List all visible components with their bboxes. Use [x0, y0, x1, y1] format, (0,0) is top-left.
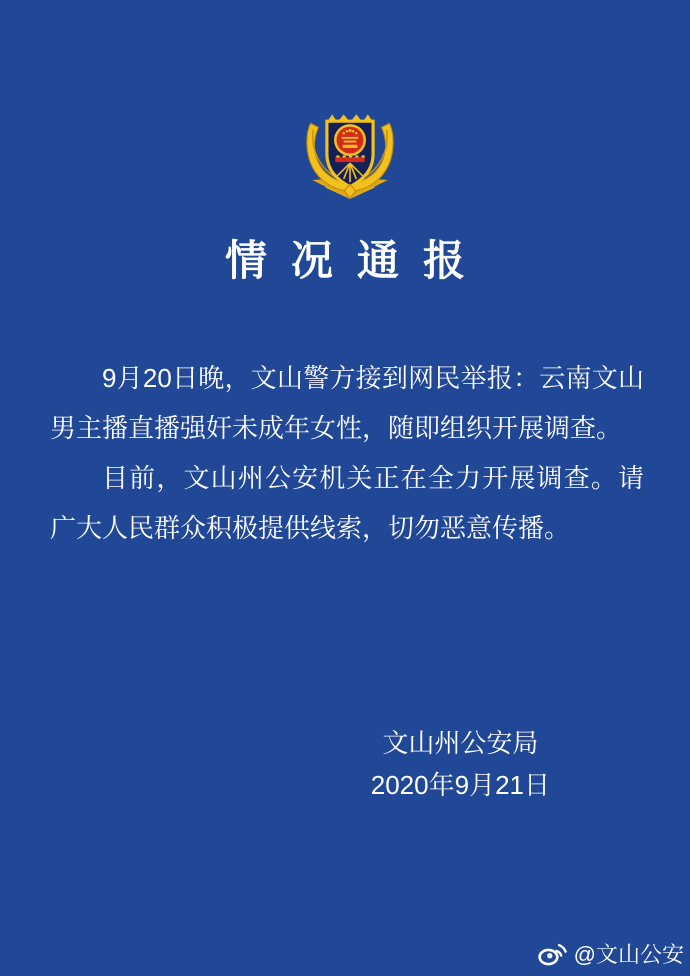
weibo-icon — [537, 941, 567, 966]
weibo-handle: @文山公安 — [573, 942, 684, 967]
notice-paragraph-2: 目前，文山州公安机关正在全力开展调查。请广大人民群众积极提供线索，切勿恶意传播。 — [50, 463, 644, 543]
notice-body — [50, 353, 644, 553]
weibo-watermark — [537, 938, 684, 969]
signature-block — [371, 722, 550, 806]
police-badge-icon — [295, 97, 405, 202]
signature-date: 2020年9月21日 — [370, 770, 550, 800]
notice-paragraph-1: 9月20日晚，文山警方接到网民举报：云南文山男主播直播强奸未成年女性，随即组织开展调查。 — [50, 363, 644, 443]
notice-title: 情况通报 — [224, 237, 489, 284]
badge-shield — [327, 114, 373, 186]
signature-agency: 文山州公安局 — [382, 728, 539, 758]
